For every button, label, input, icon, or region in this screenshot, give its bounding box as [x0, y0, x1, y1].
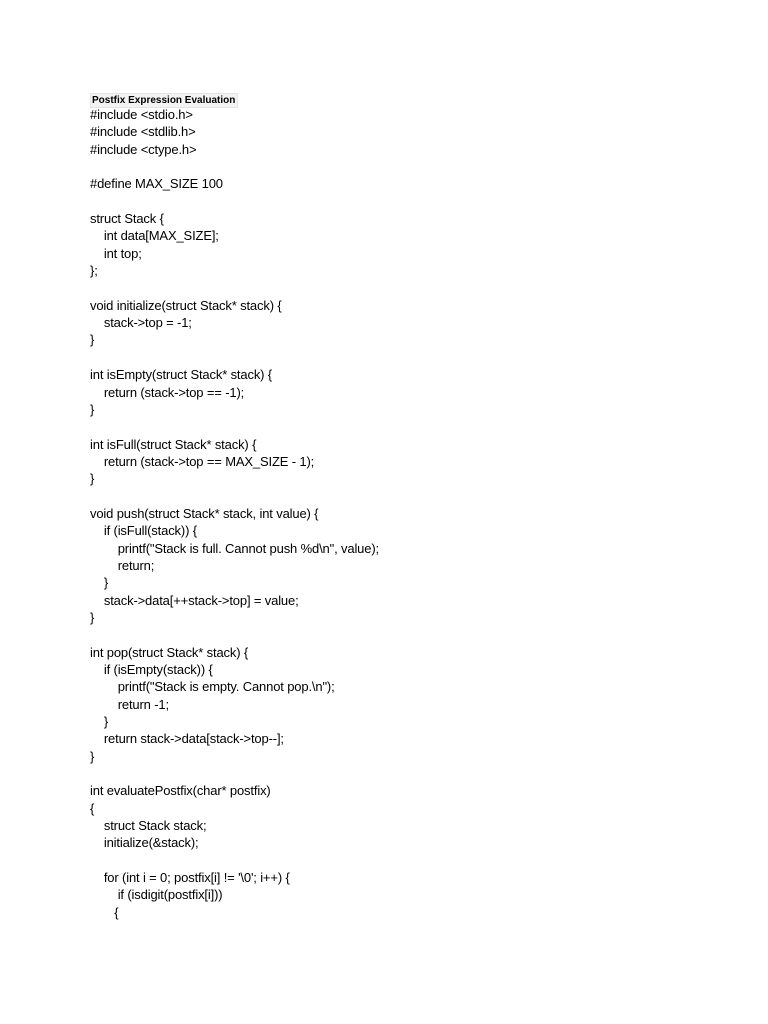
- code-line: [90, 488, 379, 505]
- code-line: {: [90, 904, 119, 920]
- code-line: [90, 852, 379, 869]
- document-title: Postfix Expression Evaluation: [90, 93, 238, 108]
- code-line: void initialize(struct Stack* stack) {: [90, 297, 282, 313]
- code-line: #include <stdio.h>: [90, 107, 193, 122]
- code-line: [90, 626, 379, 643]
- code-line: };: [90, 263, 98, 279]
- code-line: [90, 158, 379, 175]
- code-line: }: [90, 575, 109, 591]
- code-line: #define MAX_SIZE 100: [90, 176, 223, 192]
- code-line: printf("Stack is full. Cannot push %d\n", value);: [90, 540, 379, 556]
- code-line: #include <stdlib.h>: [90, 124, 196, 140]
- code-line: }: [90, 471, 95, 487]
- code-line: stack->data[++stack->top] = value;: [90, 592, 299, 608]
- code-line: int data[MAX_SIZE];: [90, 228, 219, 244]
- code-block: [90, 106, 379, 921]
- code-line: return -1;: [90, 696, 169, 712]
- code-line: int evaluatePostfix(char* postfix): [90, 783, 271, 799]
- code-line: for (int i = 0; postfix[i] != '\0'; i++) {: [90, 870, 290, 886]
- code-line: stack->top = -1;: [90, 315, 192, 331]
- code-line: struct Stack stack;: [90, 818, 207, 834]
- code-line: [90, 418, 379, 435]
- code-line: int top;: [90, 245, 142, 261]
- code-line: int isFull(struct Stack* stack) {: [90, 436, 257, 452]
- code-line: }: [90, 609, 95, 625]
- code-line: int pop(struct Stack* stack) {: [90, 644, 249, 660]
- code-line: #include <ctype.h>: [90, 141, 197, 157]
- code-line: {: [90, 800, 95, 816]
- code-line: initialize(&stack);: [90, 835, 199, 851]
- code-line: }: [90, 714, 109, 730]
- code-line: return;: [90, 557, 155, 573]
- code-line: if (isFull(stack)) {: [90, 523, 197, 539]
- code-line: [90, 193, 379, 210]
- code-line: void push(struct Stack* stack, int value) {: [90, 505, 319, 521]
- code-line: [90, 765, 379, 782]
- code-line: struct Stack {: [90, 211, 164, 227]
- code-line: return (stack->top == -1);: [90, 384, 245, 400]
- code-line: }: [90, 748, 95, 764]
- code-line: if (isEmpty(stack)) {: [90, 662, 213, 677]
- code-line: return (stack->top == MAX_SIZE - 1);: [90, 453, 315, 469]
- code-line: printf("Stack is empty. Cannot pop.\n");: [90, 679, 335, 695]
- code-line: [90, 279, 379, 296]
- code-line: return stack->data[stack->top--];: [90, 731, 284, 747]
- code-line: }: [90, 401, 95, 417]
- code-line: int isEmpty(struct Stack* stack) {: [90, 367, 273, 383]
- code-line: }: [90, 332, 95, 348]
- code-line: [90, 349, 379, 366]
- code-line: if (isdigit(postfix[i])): [90, 887, 223, 903]
